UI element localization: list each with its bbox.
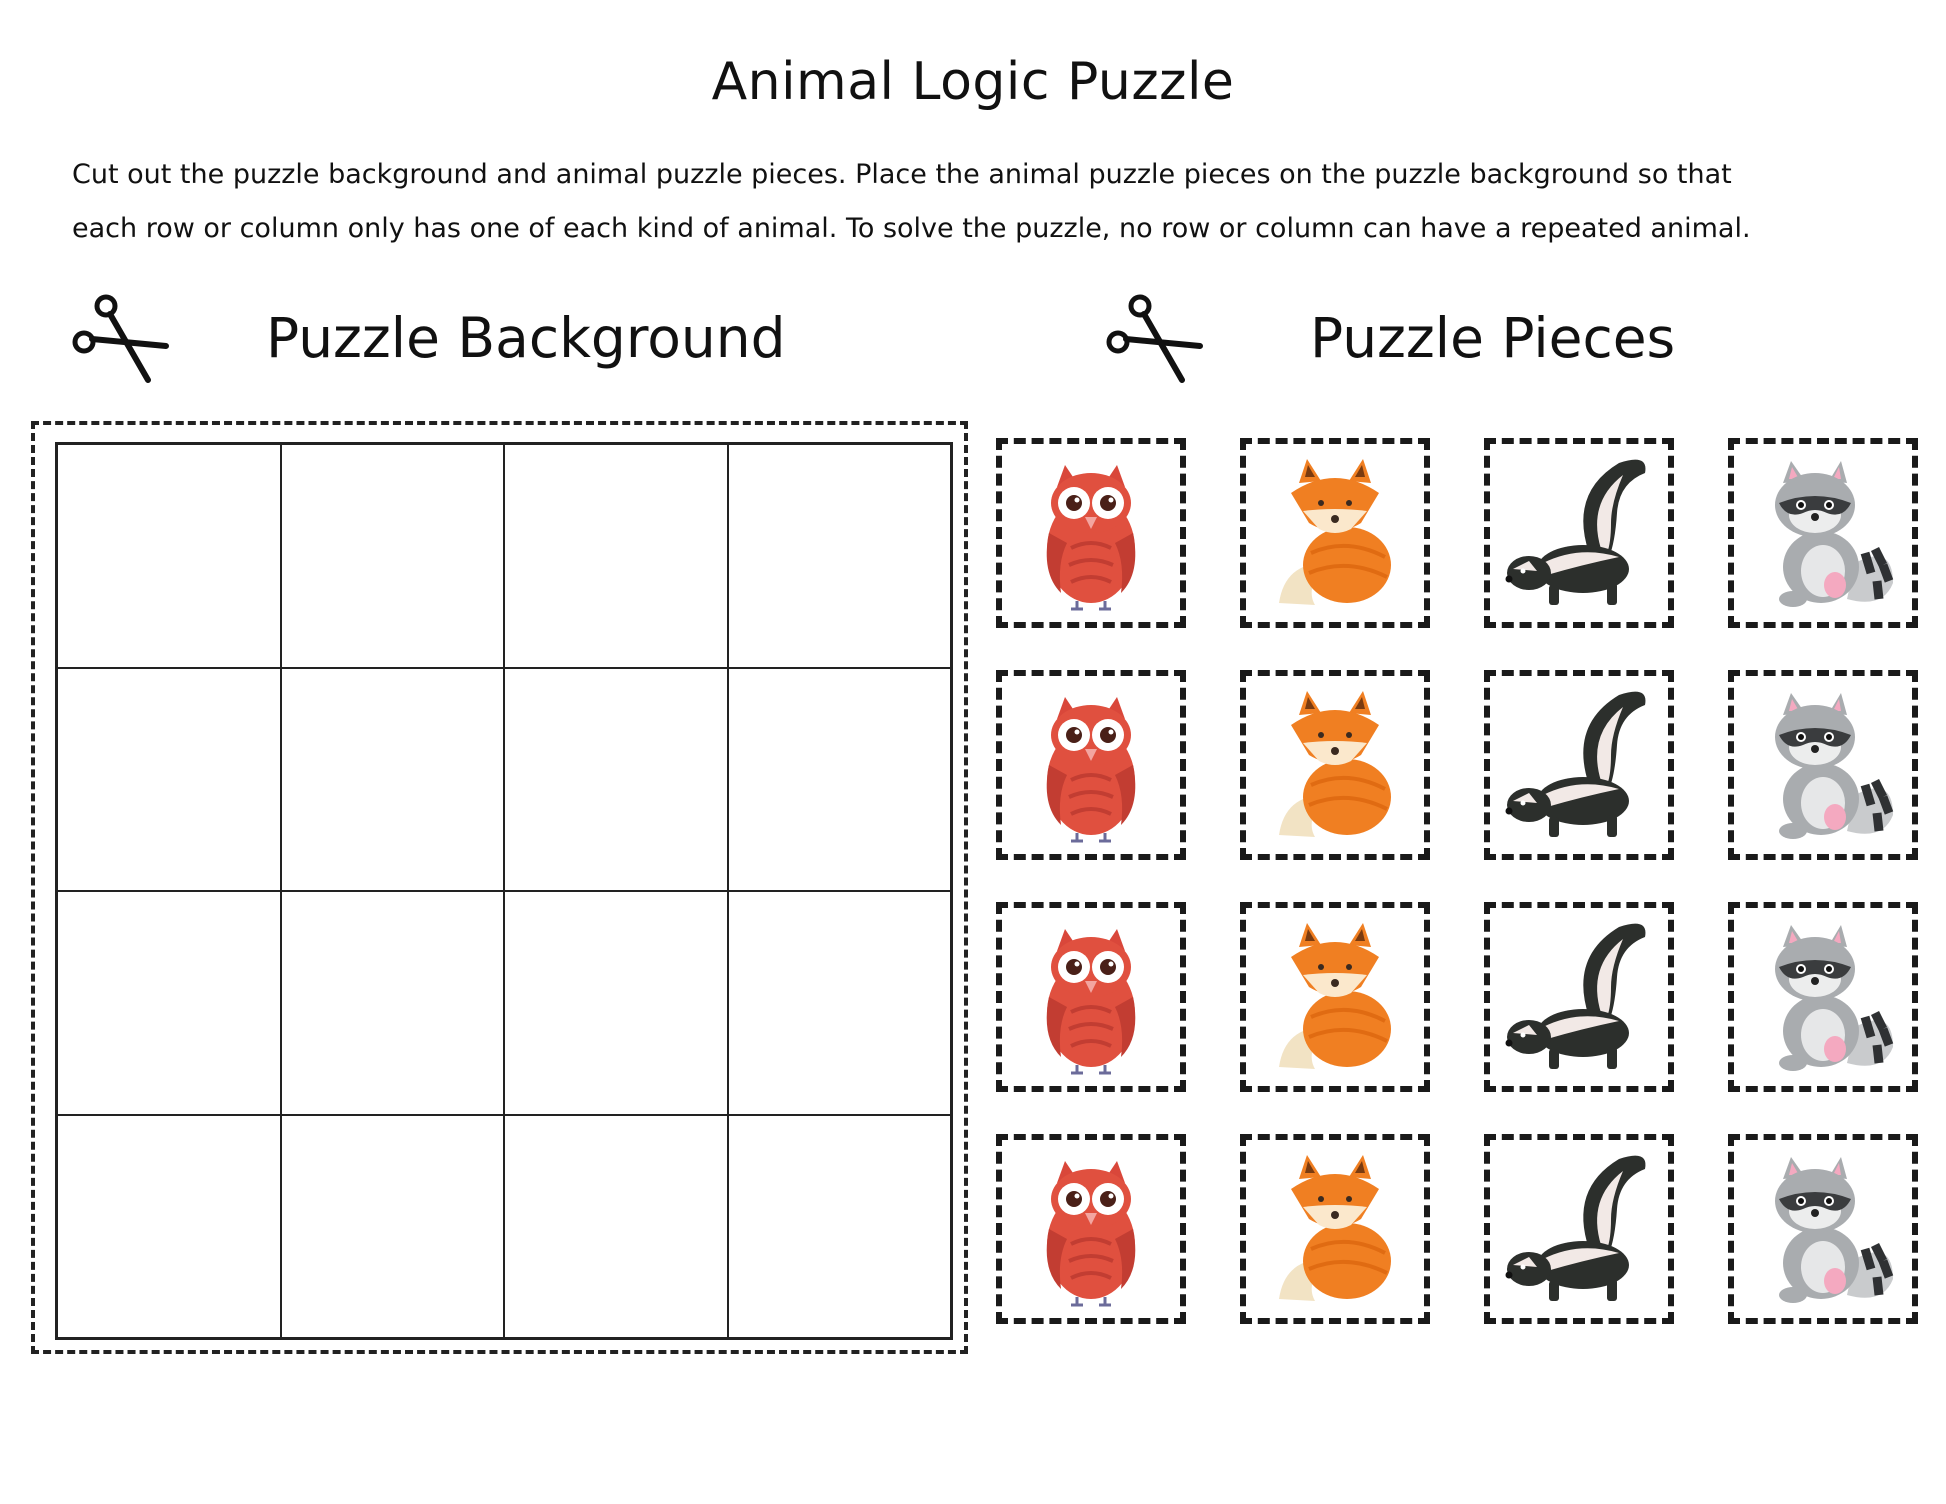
puzzle-piece-raccoon[interactable] (1728, 1134, 1918, 1324)
skunk-icon (1499, 685, 1659, 845)
background-cell (281, 444, 505, 668)
owl-icon (1011, 917, 1171, 1077)
background-cell (504, 891, 728, 1115)
background-cell (281, 891, 505, 1115)
background-cell (57, 668, 281, 892)
raccoon-icon (1743, 917, 1903, 1077)
skunk-icon (1499, 1149, 1659, 1309)
puzzle-background-header (66, 290, 786, 386)
page-title: Animal Logic Puzzle (711, 52, 1235, 112)
puzzle-piece-owl[interactable] (996, 438, 1186, 628)
owl-icon (1011, 685, 1171, 845)
background-cell (728, 444, 952, 668)
owl-icon (1011, 453, 1171, 613)
scissors-icon (1100, 290, 1204, 386)
puzzle-piece-raccoon[interactable] (1728, 438, 1918, 628)
instructions-line-1: Cut out the puzzle background and animal puzzle pieces. Place the animal puzzle pieces on the puzzle background so that (72, 159, 1732, 190)
puzzle-pieces-label: Puzzle Pieces (1310, 306, 1676, 370)
fox-icon (1255, 917, 1415, 1077)
puzzle-pieces-header (1100, 290, 1675, 386)
puzzle-piece-owl[interactable] (996, 1134, 1186, 1324)
puzzle-piece-fox[interactable] (1240, 1134, 1430, 1324)
puzzle-piece-fox[interactable] (1240, 670, 1430, 860)
background-cell (57, 891, 281, 1115)
skunk-icon (1499, 453, 1659, 613)
puzzle-piece-fox[interactable] (1240, 438, 1430, 628)
raccoon-icon (1743, 453, 1903, 613)
background-cell (504, 668, 728, 892)
background-cell (281, 1115, 505, 1339)
puzzle-piece-fox[interactable] (1240, 902, 1430, 1092)
raccoon-icon (1743, 1149, 1903, 1309)
fox-icon (1255, 453, 1415, 613)
skunk-icon (1499, 917, 1659, 1077)
owl-icon (1011, 1149, 1171, 1309)
puzzle-piece-raccoon[interactable] (1728, 902, 1918, 1092)
puzzle-piece-owl[interactable] (996, 902, 1186, 1092)
puzzle-background-grid (55, 442, 953, 1340)
background-cell (504, 444, 728, 668)
background-cell (728, 668, 952, 892)
scissors-icon (66, 290, 170, 386)
puzzle-piece-skunk[interactable] (1484, 902, 1674, 1092)
background-cell (728, 891, 952, 1115)
fox-icon (1255, 1149, 1415, 1309)
background-cell (57, 444, 281, 668)
fox-icon (1255, 685, 1415, 845)
background-cell (728, 1115, 952, 1339)
instructions (72, 148, 1902, 256)
puzzle-piece-raccoon[interactable] (1728, 670, 1918, 860)
background-cell (281, 668, 505, 892)
puzzle-piece-skunk[interactable] (1484, 438, 1674, 628)
puzzle-pieces-grid (996, 438, 1918, 1328)
raccoon-icon (1743, 685, 1903, 845)
background-cell (57, 1115, 281, 1339)
background-cell (504, 1115, 728, 1339)
puzzle-background-label: Puzzle Background (266, 306, 786, 370)
puzzle-piece-owl[interactable] (996, 670, 1186, 860)
puzzle-piece-skunk[interactable] (1484, 670, 1674, 860)
instructions-line-2: each row or column only has one of each kind of animal. To solve the puzzle, no row or column can have a repeated animal. (72, 213, 1751, 244)
puzzle-piece-skunk[interactable] (1484, 1134, 1674, 1324)
